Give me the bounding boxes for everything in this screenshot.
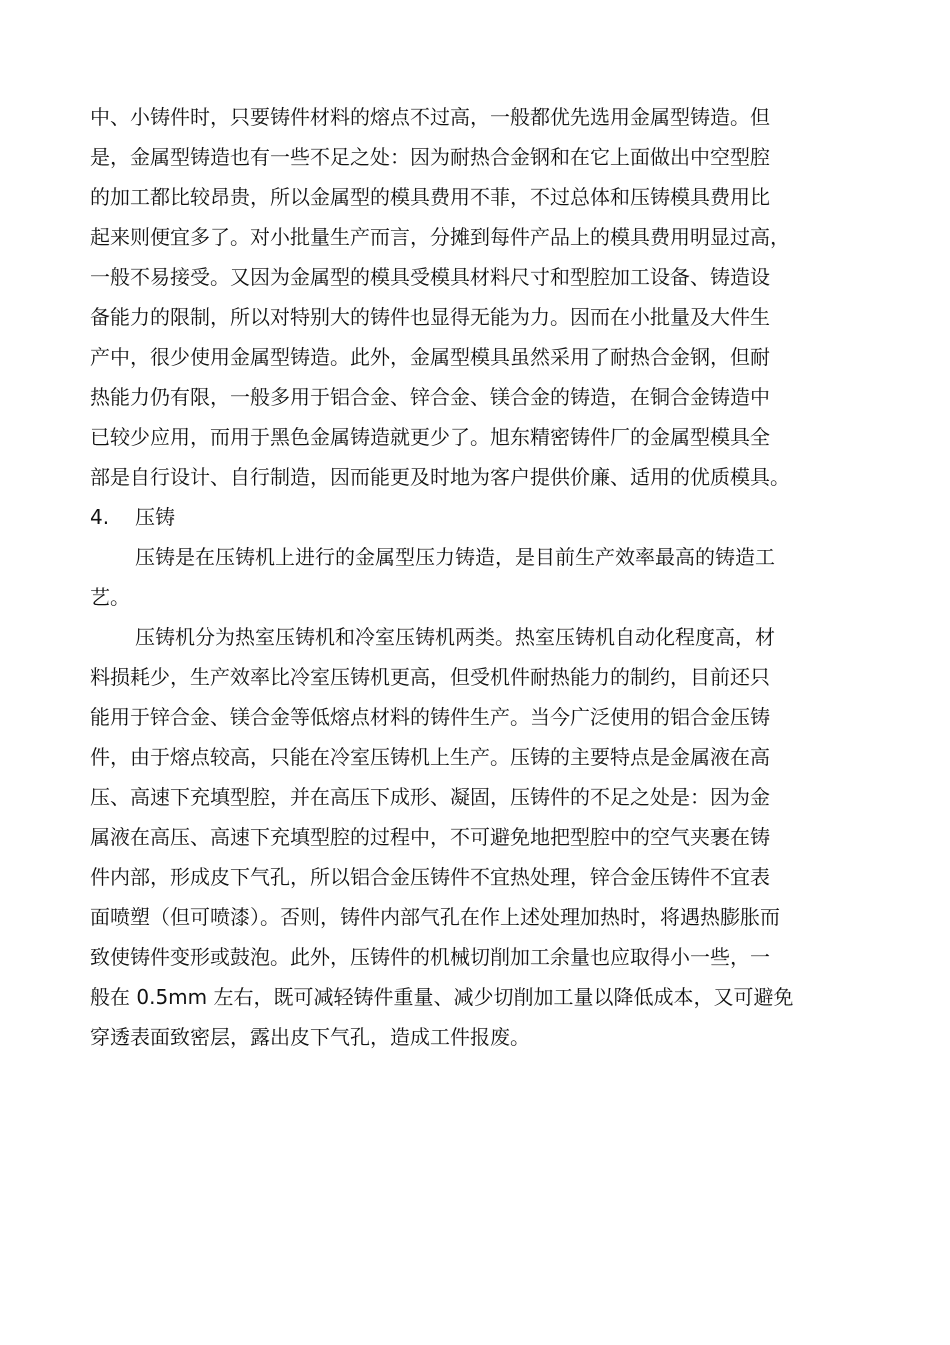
text-line: 件，由于熔点较高，只能在冷室压铸机上生产。压铸的主要特点是金属液在高 (90, 745, 770, 769)
text-line: 致使铸件变形或鼓泡。此外，压铸件的机械切削加工余量也应取得小一些，一 (90, 945, 770, 969)
text-line: 中、小铸件时，只要铸件材料的熔点不过高，一般都优先选用金属型铸造。但 (90, 105, 770, 129)
section-heading (90, 497, 830, 537)
section-number: 4. (90, 505, 110, 529)
text-line: 部是自行设计、自行制造，因而能更及时地为客户提供价廉、适用的优质模具。 (90, 465, 790, 489)
text-line: 是，金属型铸造也有一些不足之处：因为耐热合金钢和在它上面做出中空型腔 (90, 145, 770, 169)
text-line: 产中，很少使用金属型铸造。此外，金属型模具虽然采用了耐热合金钢，但耐 (90, 345, 770, 369)
paragraph-die-casting-machines (90, 617, 830, 1057)
text-line: 已较少应用，而用于黑色金属铸造就更少了。旭东精密铸件厂的金属型模具全 (90, 425, 770, 449)
text-line: 般在 0.5mm 左右，既可减轻铸件重量、减少切削加工量以降低成本，又可避免 (90, 985, 794, 1009)
text-line: 起来则便宜多了。对小批量生产而言，分摊到每件产品上的模具费用明显过高， (90, 225, 790, 249)
text-line: 料损耗少，生产效率比冷室压铸机更高，但受机件耐热能力的制约，目前还只 (90, 665, 770, 689)
text-line: 压铸机分为热室压铸机和冷室压铸机两类。热室压铸机自动化程度高，材 (135, 625, 775, 649)
text-line: 一般不易接受。又因为金属型的模具受模具材料尺寸和型腔加工设备、铸造设 (90, 265, 770, 289)
text-line: 能用于锌合金、镁合金等低熔点材料的铸件生产。当今广泛使用的铝合金压铸 (90, 705, 770, 729)
text-line: 艺。 (90, 585, 130, 609)
document-body (90, 97, 830, 1057)
text-line: 件内部，形成皮下气孔，所以铝合金压铸件不宜热处理，锌合金压铸件不宜表 (90, 865, 770, 889)
text-line: 穿透表面致密层，露出皮下气孔，造成工件报废。 (90, 1025, 530, 1049)
text-line: 压、高速下充填型腔，并在高压下成形、凝固，压铸件的不足之处是：因为金 (90, 785, 770, 809)
text-line: 备能力的限制，所以对特别大的铸件也显得无能为力。因而在小批量及大件生 (90, 305, 770, 329)
text-line: 热能力仍有限，一般多用于铝合金、锌合金、镁合金的铸造，在铜合金铸造中 (90, 385, 770, 409)
text-line: 属液在高压、高速下充填型腔的过程中，不可避免地把型腔中的空气夹裹在铸 (90, 825, 770, 849)
section-title: 压铸 (135, 505, 175, 529)
paragraph-die-casting-intro (90, 537, 830, 617)
text-line: 压铸是在压铸机上进行的金属型压力铸造，是目前生产效率最高的铸造工 (135, 545, 775, 569)
text-line: 面喷塑（但可喷漆）。否则，铸件内部气孔在作上述处理加热时，将遇热膨胀而 (90, 905, 780, 929)
paragraph-metal-mold-limitations (90, 97, 830, 497)
text-line: 的加工都比较昂贵，所以金属型的模具费用不菲，不过总体和压铸模具费用比 (90, 185, 770, 209)
